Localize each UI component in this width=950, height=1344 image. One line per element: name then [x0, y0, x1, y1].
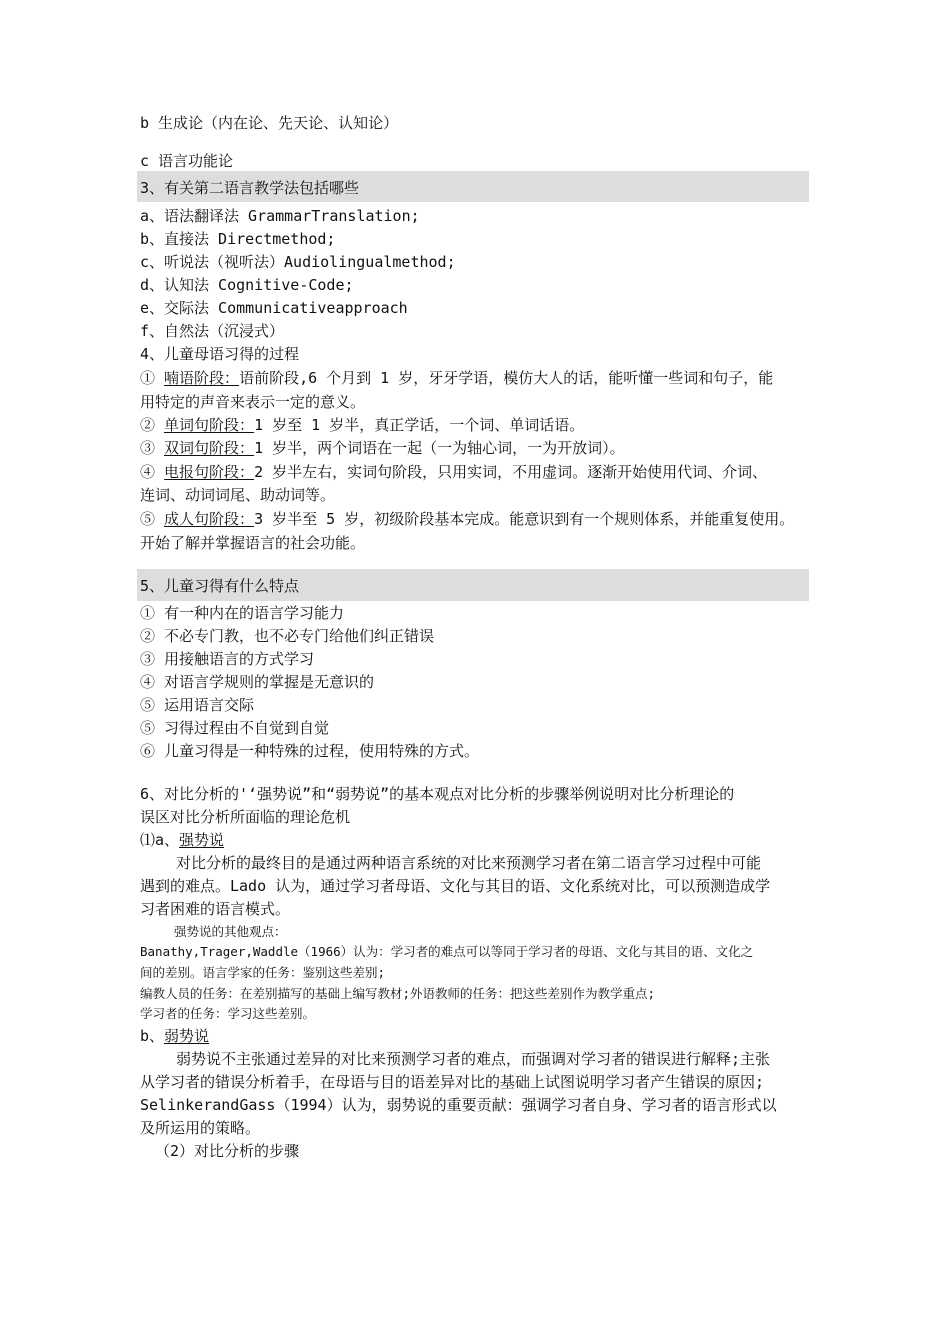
method-item: f、自然法（沉浸式）: [140, 322, 285, 340]
stage-label: 喃语阶段：: [164, 369, 240, 387]
feature-item: ⑥ 儿童习得是一种特殊的过程，使用特殊的方式。: [140, 742, 480, 760]
weak-prefix: b、: [140, 1027, 165, 1045]
strong-other-line: 编教人员的任务：在差别描写的基础上编写教材;外语教师的任务：把这些差别作为教学重点;: [140, 986, 656, 1001]
strong-paragraph: 遇到的难点。Lado 认为，通过学习者母语、文化与其目的语、文化系统对比，可以预测造成学: [140, 877, 771, 895]
stage-text: 3 岁半至 5 岁，初级阶段基本完成。能意识到有一个规则体系，并能重复使用。: [254, 510, 795, 528]
weak-paragraph: 从学习者的错误分析着手，在母语与目的语差异对比的基础上试图说明学习者产生错误的原因;: [140, 1073, 765, 1091]
stage-number: ①: [140, 369, 156, 387]
stage-line: [140, 510, 794, 528]
stage-line: [140, 416, 584, 434]
strong-other-line: 间的差别。语言学家的任务：鉴别这些差别;: [140, 965, 386, 980]
weak-paragraph: SelinkerandGass（1994）认为，弱势说的重要贡献：强调学习者自身、学习者的语言形式以: [140, 1096, 777, 1114]
stage-text-cont: 连词、动词词尾、助动词等。: [140, 486, 336, 504]
method-item: e、交际法 Communicativeapproach: [140, 299, 408, 317]
stage-text: 1 岁至 1 岁半，真正学话，一个词、单词话语。: [254, 416, 585, 434]
stage-text: 2 岁半左右，实词句阶段，只用实词，不用虚词。逐渐开始使用代词、介词、: [254, 463, 768, 481]
method-item: c、听说法（视听法）Audiolingualmethod;: [140, 253, 456, 271]
feature-item: ⑤ 习得过程由不自觉到自觉: [140, 719, 330, 737]
stage-label: 电报句阶段：: [164, 463, 255, 481]
stage-text-cont: 开始了解并掌握语言的社会功能。: [140, 534, 366, 552]
theory-b: b 生成论（内在论、先天论、认知论）: [140, 114, 399, 132]
stage-number: ②: [140, 416, 156, 434]
feature-item: ① 有一种内在的语言学习能力: [140, 604, 345, 622]
steps-heading: （2）对比分析的步骤: [155, 1142, 300, 1160]
feature-item: ④ 对语言学规则的掌握是无意识的: [140, 673, 375, 691]
strong-other-line: Banathy,Trager,Waddle（1966）认为：学习者的难点可以等同于学习者的母语、文化与其目的语、文化之: [140, 944, 754, 959]
feature-item: ⑤ 运用语言交际: [140, 696, 255, 714]
section6-heading-cont: 误区对比分析所面临的理论危机: [140, 808, 351, 826]
weak-paragraph: 弱势说不主张通过差异的对比来预测学习者的难点，而强调对学习者的错误进行解释;主张: [176, 1050, 771, 1068]
feature-item: ② 不必专门教，也不必专门给他们纠正错误: [140, 627, 435, 645]
method-item: b、直接法 Directmethod;: [140, 230, 336, 248]
stage-label: 成人句阶段：: [164, 510, 255, 528]
theory-c: c 语言功能论: [140, 152, 234, 170]
strong-other-line: 学习者的任务：学习这些差别。: [140, 1006, 316, 1021]
weak-paragraph: 及所运用的策略。: [140, 1119, 261, 1137]
stage-label: 双词句阶段：: [164, 439, 255, 457]
feature-item: ③ 用接触语言的方式学习: [140, 650, 315, 668]
strong-label: 强势说: [179, 831, 225, 849]
weak-heading: [140, 1027, 209, 1045]
stage-number: ③: [140, 439, 156, 457]
strong-paragraph: 对比分析的最终目的是通过两种语言系统的对比来预测学习者在第二语言学习过程中可能: [176, 854, 762, 872]
stage-number: ⑤: [140, 510, 156, 528]
stage-text: 语前阶段,6 个月到 1 岁，牙牙学语，模仿大人的话，能听懂一些词和句子，能: [239, 369, 774, 387]
strong-other-title: 强势说的其他观点：: [174, 924, 287, 939]
stage-line: [140, 369, 773, 387]
stage-line: [140, 439, 625, 457]
stage-line: [140, 463, 767, 481]
stage-text-cont: 用特定的声音来表示一定的意义。: [140, 393, 366, 411]
section4-heading: 4、儿童母语习得的过程: [140, 345, 300, 363]
strong-paragraph: 习者困难的语言模式。: [140, 900, 291, 918]
section6-heading: 6、对比分析的'‘强势说”和“弱势说”的基本观点对比分析的步骤举例说明对比分析理论的: [140, 785, 735, 803]
strong-prefix: ⑴a、: [140, 831, 180, 849]
method-item: a、语法翻译法 GrammarTranslation;: [140, 207, 420, 225]
section5-heading: 5、儿童习得有什么特点: [140, 577, 300, 595]
stage-number: ④: [140, 463, 156, 481]
strong-heading: [140, 831, 224, 849]
weak-label: 弱势说: [164, 1027, 210, 1045]
stage-text: 1 岁半，两个词语在一起（一为轴心词，一为开放词）。: [254, 439, 625, 457]
stage-label: 单词句阶段：: [164, 416, 255, 434]
section3-heading: 3、有关第二语言教学法包括哪些: [140, 179, 360, 197]
method-item: d、认知法 Cognitive-Code;: [140, 276, 354, 294]
